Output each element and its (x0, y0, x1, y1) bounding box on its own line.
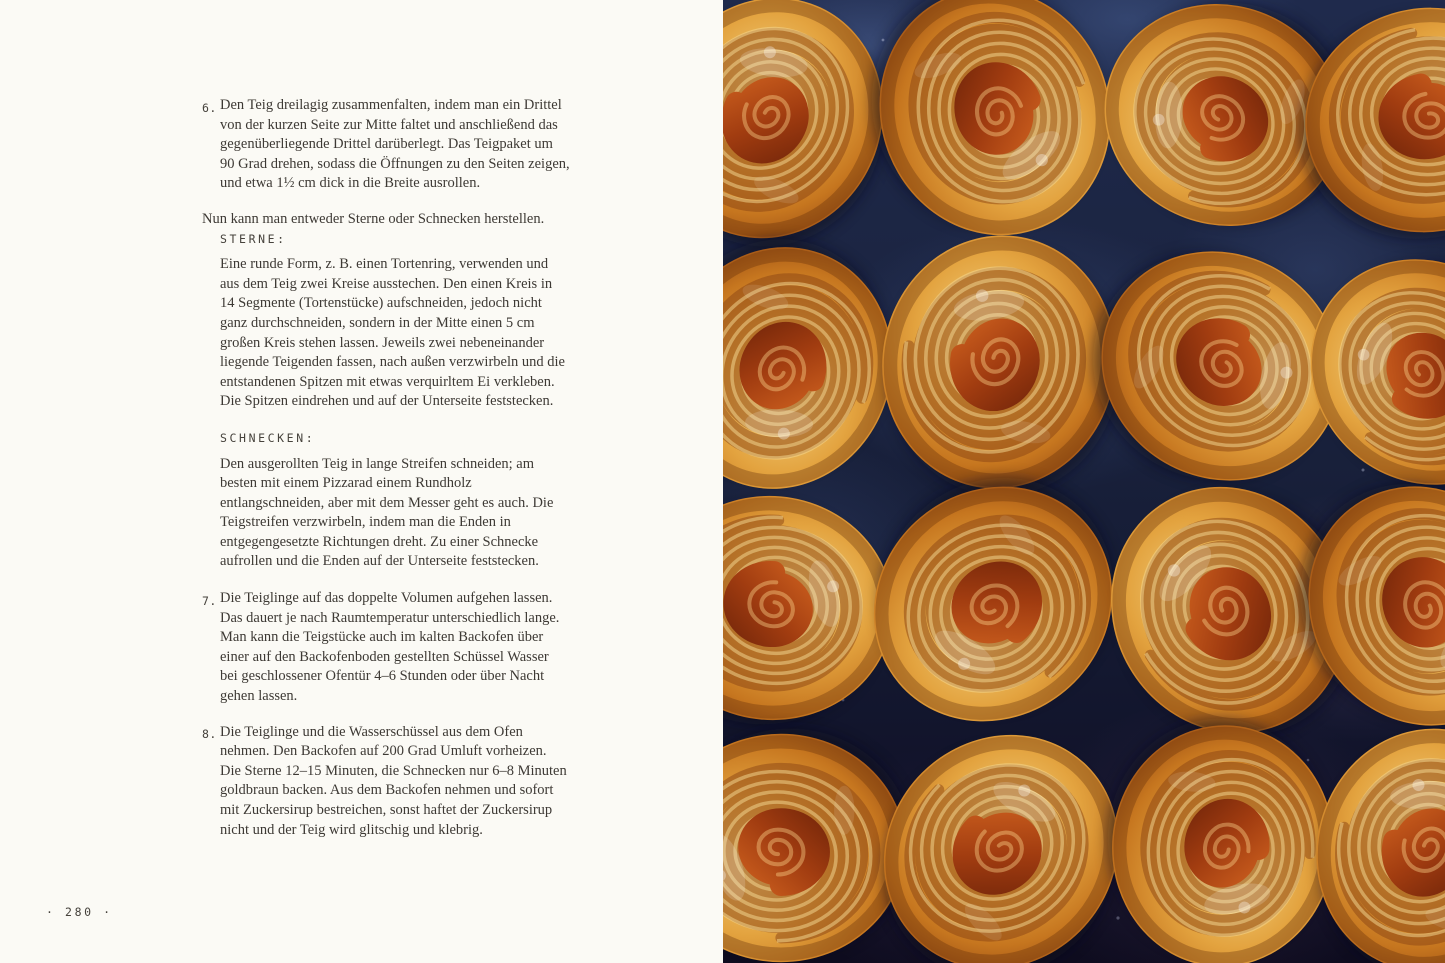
intro-paragraph: Nun kann man entweder Sterne oder Schnecken herstellen. (202, 210, 545, 227)
page-number: · 280 · (46, 905, 113, 919)
bun (1097, 710, 1344, 963)
section-schnecken (220, 429, 570, 572)
recipe-step-7 (202, 589, 570, 707)
recipe-step-6 (202, 96, 570, 194)
section-text-sterne: Eine runde Form, z. B. einen Tortenring, verwenden und aus dem Teig zwei Kreise ausstechen. Den einen Kreis in 14 Segmente (Tortenstücke) aufschneiden, jedoch nicht ganz durchschneiden, sondern in der Mitte einen 5 cm großen Kreis stehen lassen. Jeweils zwei nebeneinander liegende Teigenden fassen, nach außen verzwirbeln und die entstandenen Spitzen mit etwas verquirltem Ei verkleben. Die Spitzen eindrehen und auf der Unterseite feststecken. (220, 256, 565, 410)
step-number: 8. (202, 727, 217, 742)
photo-page (723, 0, 1445, 963)
recipe-text-column (202, 96, 570, 856)
recipe-step-8 (202, 723, 570, 841)
step-number: 7. (202, 593, 217, 608)
step-text: Die Teiglinge auf das doppelte Volumen aufgehen lassen. Das dauert je nach Raumtemperatur unterschiedlich lange. Man kann die Teigstücke auch im kalten Backofen über einer auf den Backofenboden gestellten Schüssel Wasser bei geschlossener Ofentür 4–6 Stunden oder über Nacht gehen lassen. (220, 590, 560, 705)
buns-photo (723, 0, 1445, 963)
section-text-schnecken: Den ausgerollten Teig in lange Streifen schneiden; am besten mit einem Pizzarad einem Rundholz entlangschneiden, aber mit dem Messer geht es auch. Die Teigstreifen verzwirbeln, indem man die Enden in entgegengesetzte Richtungen dreht. Zu einer Schnecke aufrollen und die Enden auf der Unterseite feststecken. (220, 455, 554, 570)
section-heading-schnecken: SCHNECKEN: (220, 430, 316, 445)
section-sterne (220, 230, 570, 412)
step-text: Den Teig dreilagig zusammenfalten, indem man ein Drittel von der kurzen Seite zur Mitte faltet und anschließend das gegenüberliegende Drittel darüberlegt. Das Teigpaket um 90 Grad drehen, sodass die Öffnungen zu den Seiten zeigen, und etwa 1½ cm dick in die Breite ausrollen. (220, 97, 570, 192)
step-number: 6. (202, 100, 217, 115)
bun (723, 729, 912, 963)
step-text: Die Teiglinge und die Wasserschüssel aus dem Ofen nehmen. Den Backofen auf 200 Grad Umluft vorheizen. Die Sterne 12–15 Minuten, die Schnecken nur 6–8 Minuten goldbraun backen. Aus dem Backofen nehmen und sofort mit Zuckersirup bestreichen, sonst haftet der Zuckersirup nicht und der Teig wird glitschig und klebrig. (220, 723, 567, 838)
section-heading-sterne: STERNE: (220, 231, 287, 246)
